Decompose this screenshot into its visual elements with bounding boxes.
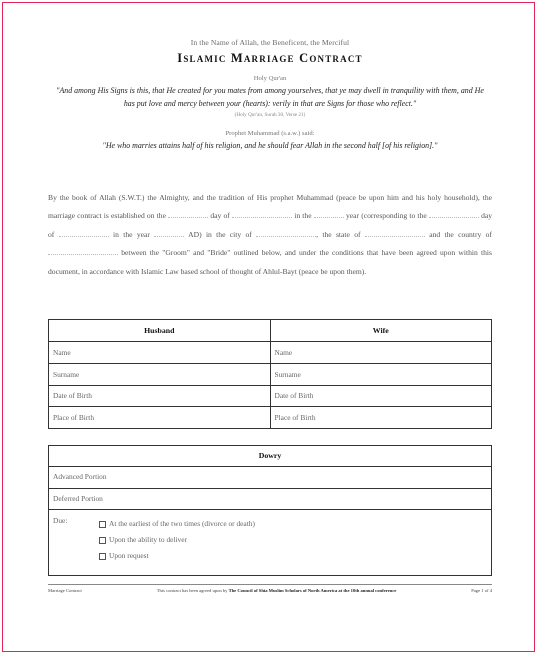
due-label: Due: <box>53 516 68 525</box>
husband-header: Husband <box>49 320 271 342</box>
contract-paragraph <box>48 189 492 282</box>
due-options <box>99 516 491 564</box>
checkbox[interactable] <box>99 521 106 528</box>
paragraph-text: (corresponding to the <box>361 211 427 220</box>
wife-surname-field[interactable]: Surname <box>270 363 492 385</box>
dowry-box <box>48 445 492 576</box>
footer-left: Marriage Contract <box>48 588 82 593</box>
option-label: Upon the ability to deliver <box>109 535 187 544</box>
page-footer <box>48 584 492 593</box>
page-number: Page 1 of 4 <box>471 588 492 593</box>
paragraph-text: By the book of Allah (S.W.T.) the Almighty, and the tradition of His prophet Muhammad (peace be upon him and his holy household), the marriage contract is established on the <box>48 192 492 220</box>
country-field[interactable] <box>48 254 118 255</box>
paragraph-text: AD) in the city of <box>188 229 252 239</box>
husband-dob-field[interactable]: Date of Birth <box>49 385 271 407</box>
parties-table <box>48 319 492 429</box>
wife-header: Wife <box>270 320 492 342</box>
ad-month-field[interactable] <box>59 236 109 237</box>
month-field[interactable] <box>232 217 292 218</box>
deferred-portion-field[interactable]: Deferred Portion <box>49 489 491 511</box>
due-option[interactable] <box>99 532 491 548</box>
husband-name-field[interactable]: Name <box>49 342 271 364</box>
ad-year-field[interactable] <box>154 236 184 237</box>
due-option[interactable] <box>99 516 491 532</box>
footer-center-bold: The Council of Shia Muslim Scholars of North America at the 10th annual conference <box>228 588 397 593</box>
husband-surname-field[interactable]: Surname <box>49 363 271 385</box>
paragraph-text: and the country of <box>429 229 492 239</box>
quran-reference: Holy Qur'an <box>253 75 287 82</box>
city-field[interactable] <box>256 236 316 237</box>
contract-document <box>48 38 493 593</box>
day-field[interactable] <box>168 217 208 218</box>
footer-center <box>157 588 397 593</box>
advanced-portion-field[interactable]: Advanced Portion <box>49 467 491 489</box>
table-row <box>49 385 492 407</box>
due-option[interactable] <box>99 548 491 564</box>
wife-birthplace-field[interactable]: Place of Birth <box>270 407 492 429</box>
footer-center-text: This contract has been agreed upon by <box>156 588 228 593</box>
due-section <box>49 510 491 564</box>
option-label: At the earliest of the two times (divorce or death) <box>109 519 255 528</box>
hadith-quote: "He who marries attains half of his religion, and he should fear Allah in the second half [of his religion]." <box>102 141 438 150</box>
table-row <box>49 363 492 385</box>
dowry-header: Dowry <box>49 446 491 467</box>
checkbox[interactable] <box>99 553 106 560</box>
paragraph-text: in the <box>294 211 312 220</box>
wife-name-field[interactable]: Name <box>270 342 492 364</box>
bismillah-line: In the Name of Allah, the Beneficent, the Merciful <box>190 38 350 47</box>
table-row <box>49 342 492 364</box>
option-label: Upon request <box>109 551 149 560</box>
table-row <box>49 407 492 429</box>
paragraph-text: year <box>345 211 360 220</box>
checkbox[interactable] <box>99 537 106 544</box>
husband-birthplace-field[interactable]: Place of Birth <box>49 407 271 429</box>
ad-day-field[interactable] <box>429 217 479 218</box>
hijri-year-field[interactable] <box>314 217 344 218</box>
paragraph-text: in the year <box>112 229 150 239</box>
paragraph-text: , the state of <box>316 229 361 239</box>
wife-dob-field[interactable]: Date of Birth <box>270 385 492 407</box>
quran-source: (Holy Qur'an, Surah 30, Verse 21) <box>234 112 306 118</box>
quran-quote: "And among His Signs is this, that He created for you mates from among yourselves, that ye may dwell in tranquility with them, and He has put love and mercy between your (hearts): verily in that are Signs for those who reflect." <box>56 86 484 108</box>
paragraph-text: between the "Groom" and "Bride" outlined below, and under the conditions that have been agreed upon within this document, in accordance with Islamic Law based school of thought of Ahlul-Bayt (peace be upon them). <box>48 248 492 276</box>
hadith-reference: Prophet Muhammad (s.a.w.) said: <box>225 130 315 137</box>
paragraph-text: day of <box>210 211 230 220</box>
state-field[interactable] <box>365 236 425 237</box>
page-title: Islamic Marriage Contract <box>177 51 363 65</box>
paragraph-text: day of <box>48 211 493 239</box>
